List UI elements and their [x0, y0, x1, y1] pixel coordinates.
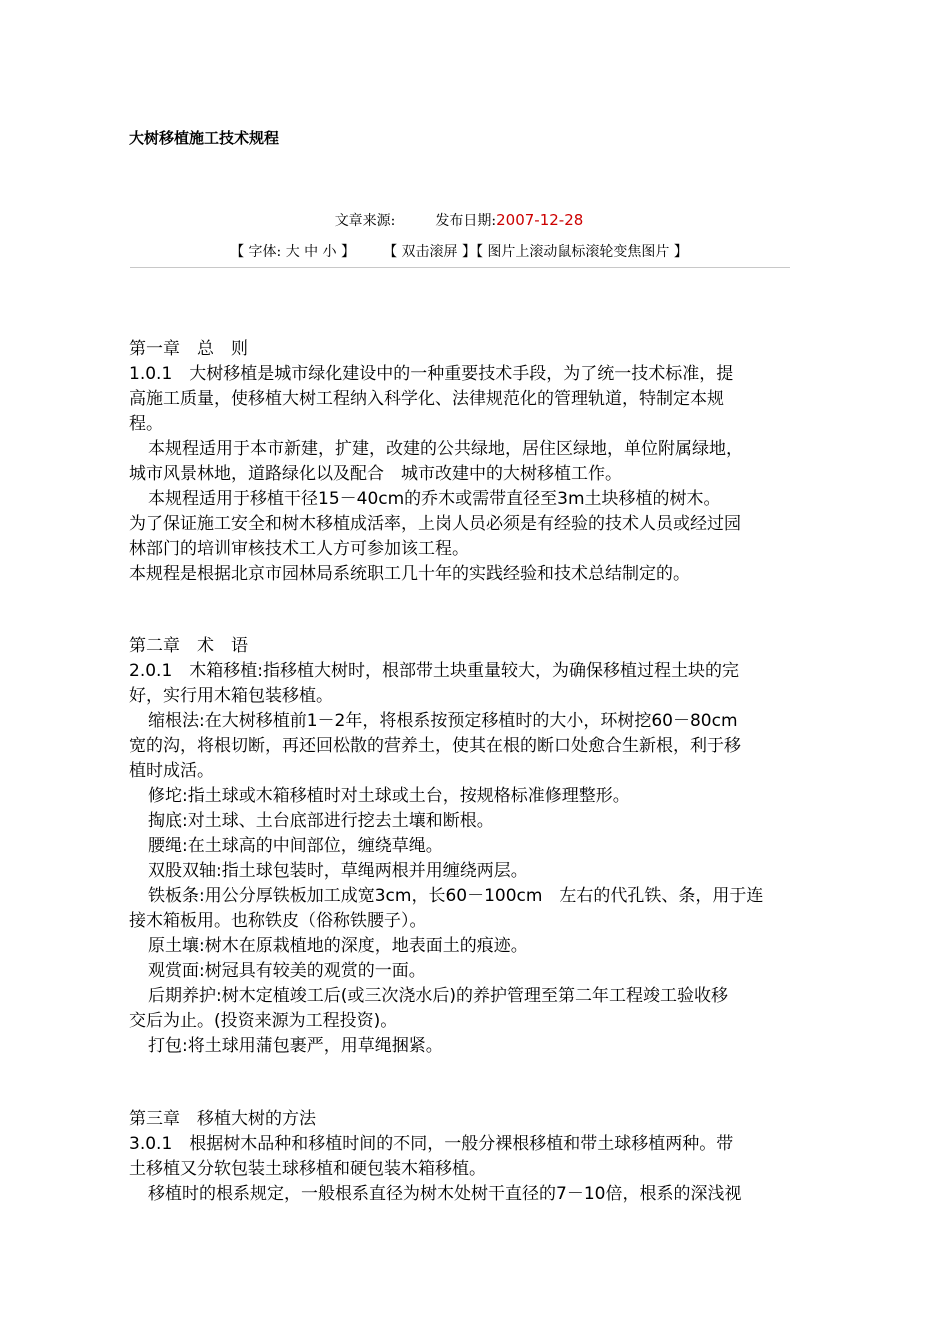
- paragraph-line: 双股双轴:指土球包装时，草绳两根并用缠绕两层。: [148, 861, 528, 881]
- section-2: [129, 634, 829, 1059]
- paragraph-line: 打包:将土球用蒲包裹严，用草绳捆紧。: [148, 1036, 443, 1056]
- paragraph-line: 3.0.1 根据树木品种和移植时间的不同，一般分裸根移植和带土球移植两种。带: [129, 1134, 734, 1154]
- paragraph-line: 修坨:指土球或木箱移植时对土球或土台，按规格标准修理整形。: [148, 786, 630, 806]
- paragraph-line: 掏底:对土球、土台底部进行挖去土壤和断根。: [148, 811, 494, 831]
- article-toolbar: [0, 241, 918, 261]
- paragraph-line: 宽的沟，将根切断，再还回松散的营养土，使其在根的断口处愈合生新根，利于移: [129, 736, 741, 756]
- date-label: 发布日期:: [435, 213, 497, 229]
- article-meta: [0, 210, 918, 230]
- paragraph-line: 交后为止。(投资来源为工程投资)。: [129, 1011, 398, 1031]
- paragraph-line: 移植时的根系规定，一般根系直径为树木处树干直径的7－10倍，根系的深浅视: [148, 1184, 742, 1204]
- page-title: 大树移植施工技术规程: [129, 129, 280, 147]
- double-click-scroll-control[interactable]: 【 双击滚屏 】: [383, 244, 476, 260]
- paragraph-line: 1.0.1 大树移植是城市绿化建设中的一种重要技术手段，为了统一技术标准，提: [129, 364, 734, 384]
- section-1: [129, 337, 829, 587]
- section-3: [129, 1107, 829, 1207]
- paragraph-line: 原土壤:树木在原栽植地的深度，地表面土的痕迹。: [148, 936, 528, 956]
- source-label: 文章来源:: [334, 213, 396, 229]
- paragraph-line: 本规程是根据北京市园林局系统职工几十年的实践经验和技术总结制定的。: [129, 564, 690, 584]
- paragraph-line: 腰绳:在土球高的中间部位，缠绕草绳。: [148, 836, 443, 856]
- paragraph-line: 接木箱板用。也称铁皮（俗称铁腰子）。: [129, 911, 427, 931]
- paragraph-line: 2.0.1 木箱移植:指移植大树时，根部带土块重量较大，为确保移植过程土块的完: [129, 661, 739, 681]
- section-heading: 第一章 总 则: [129, 339, 248, 359]
- image-zoom-hint: 【 图片上滚动鼠标滚轮变焦图片 】: [475, 244, 688, 260]
- paragraph-line: 本规程适用于移植干径15－40cm的乔木或需带直径至3m土块移植的树木。: [148, 489, 721, 509]
- paragraph-line: 高施工质量，使移植大树工程纳入科学化、法律规范化的管理轨道，特制定本规: [129, 389, 724, 409]
- paragraph-line: 缩根法:在大树移植前1－2年，将根系按预定移植时的大小，环树挖60－80cm: [148, 711, 738, 731]
- paragraph-line: 土移植又分软包装土球移植和硬包装木箱移植。: [129, 1159, 486, 1179]
- publish-date: 2007-12-28: [496, 211, 584, 229]
- paragraph-line: 城市风景林地，道路绿化以及配合 城市改建中的大树移植工作。: [129, 464, 622, 484]
- paragraph-line: 林部门的培训审核技术工人方可参加该工程。: [129, 539, 469, 559]
- paragraph-line: 好，实行用木箱包装移植。: [129, 686, 333, 706]
- divider: [130, 267, 790, 268]
- paragraph-line: 铁板条:用公分厚铁板加工成宽3cm，长60－100cm 左右的代孔铁、条，用于连: [148, 886, 764, 906]
- section-heading: 第三章 移植大树的方法: [129, 1109, 316, 1129]
- paragraph-line: 观赏面:树冠具有较美的观赏的一面。: [148, 961, 426, 981]
- paragraph-line: 程。: [129, 414, 163, 434]
- paragraph-line: 本规程适用于本市新建，扩建，改建的公共绿地，居住区绿地，单位附属绿地，: [148, 439, 743, 459]
- paragraph-line: 后期养护:树木定植竣工后(或三次浇水后)的养护管理至第二年工程竣工验收移: [148, 986, 728, 1006]
- paragraph-line: 植时成活。: [129, 761, 214, 781]
- font-size-control[interactable]: 【 字体: 大 中 小 】: [230, 244, 356, 260]
- paragraph-line: 为了保证施工安全和树木移植成活率，上岗人员必须是有经验的技术人员或经过园: [129, 514, 741, 534]
- section-heading: 第二章 术 语: [129, 636, 248, 656]
